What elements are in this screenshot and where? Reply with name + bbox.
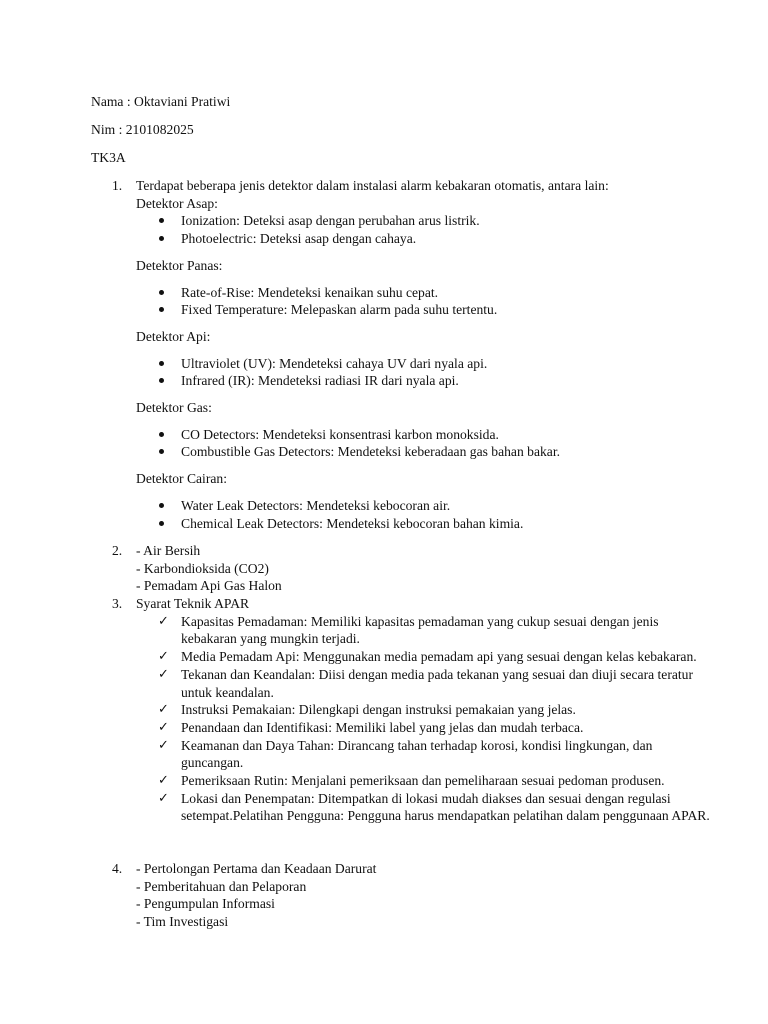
- answer-3: [112, 595, 710, 825]
- list-item: - Pertolongan Pertama dan Keadaan Darurat: [136, 861, 377, 876]
- detector-group-title: Detektor Asap:: [136, 195, 218, 211]
- answer-2: [112, 542, 692, 595]
- list-item: Ultraviolet (UV): Mendeteksi cahaya UV dari nyala api.: [136, 355, 692, 373]
- check-icon: ✓: [158, 790, 169, 806]
- detector-group-list: [136, 284, 692, 319]
- list-item: ✓ Keamanan dan Daya Tahan: Dirancang tahan terhadap korosi, kondisi lingkungan, dan guncangan.: [158, 737, 653, 771]
- requirements-list: [136, 613, 710, 825]
- bullet-icon: [159, 432, 164, 437]
- check-icon: ✓: [158, 719, 169, 735]
- list-item: - Karbondioksida (CO2): [136, 560, 269, 576]
- list-item: ✓ Media Pemadam Api: Menggunakan media pemadam api yang sesuai dengan kelas kebakaran.: [158, 649, 697, 665]
- list-item: ✓ Tekanan dan Keandalan: Diisi dengan media pada tekanan yang sesuai dan diuji secara teratur untuk keandalan.: [158, 666, 694, 700]
- detector-group-title: Detektor Gas:: [136, 400, 212, 416]
- answer-3-title: Syarat Teknik APAR: [136, 596, 250, 611]
- bullet-icon: [159, 307, 164, 312]
- detector-group-list: [136, 355, 692, 390]
- list-item: - Air Bersih: [136, 543, 201, 558]
- bullet-icon: [159, 503, 164, 508]
- list-item: Rate-of-Rise: Mendeteksi kenaikan suhu cepat.: [136, 284, 692, 302]
- check-icon: ✓: [158, 613, 169, 629]
- detector-group-title: Detektor Api:: [136, 328, 211, 344]
- student-nim: Nim : 2101082025: [91, 122, 194, 137]
- list-item: CO Detectors: Mendeteksi konsentrasi karbon monoksida.: [136, 426, 692, 444]
- list-item: - Pemadam Api Gas Halon: [136, 578, 282, 594]
- list-item: ✓ Penandaan dan Identifikasi: Memiliki label yang jelas dan mudah terbaca.: [158, 719, 584, 735]
- check-icon: ✓: [158, 666, 169, 682]
- answer-number: 4.: [112, 861, 123, 876]
- student-name: Nama : Oktaviani Pratiwi: [91, 94, 231, 109]
- list-item: - Tim Investigasi: [136, 914, 229, 930]
- detector-group-title: Detektor Cairan:: [136, 471, 227, 487]
- list-item: Infrared (IR): Mendeteksi radiasi IR dari nyala api.: [136, 372, 692, 390]
- detector-group-list: [136, 497, 692, 532]
- list-item: Chemical Leak Detectors: Mendeteksi kebocoran bahan kimia.: [136, 515, 692, 533]
- check-icon: ✓: [158, 649, 169, 665]
- bullet-icon: [159, 218, 164, 223]
- answer-number: 1.: [112, 178, 123, 193]
- bullet-icon: [159, 521, 164, 526]
- list-item: ✓ Instruksi Pemakaian: Dilengkapi dengan instruksi pemakaian yang jelas.: [158, 702, 576, 718]
- check-icon: ✓: [158, 737, 169, 753]
- list-item: Photoelectric: Deteksi asap dengan cahaya.: [136, 230, 692, 248]
- list-item: Water Leak Detectors: Mendeteksi kebocoran air.: [136, 497, 692, 515]
- list-item: ✓ Kapasitas Pemadaman: Memiliki kapasitas pemadaman yang cukup sesuai dengan jenis kebakaran yang mungkin terjadi.: [158, 613, 659, 647]
- list-item: ✓ Pemeriksaan Rutin: Menjalani pemeriksaan dan pemeliharaan sesuai pedoman produsen.: [158, 773, 665, 789]
- answer-1: [112, 177, 692, 532]
- check-icon: ✓: [158, 773, 169, 789]
- list-item: Ionization: Deteksi asap dengan perubahan arus listrik.: [136, 212, 692, 230]
- list-item: ✓ Lokasi dan Penempatan: Ditempatkan di lokasi mudah diakses dan sesuai dengan regulasi setempat.Pelatihan Pengguna: Pengguna harus mendapatkan pelatihan dalam penggunaan APAR.: [158, 790, 710, 824]
- bullet-icon: [159, 236, 164, 241]
- bullet-icon: [159, 290, 164, 295]
- detector-group-title: Detektor Panas:: [136, 257, 223, 273]
- list-item: Fixed Temperature: Melepaskan alarm pada suhu tertentu.: [136, 301, 692, 319]
- answer-4: [112, 860, 692, 931]
- detector-group: [136, 195, 692, 248]
- student-class: TK3A: [91, 150, 126, 165]
- bullet-icon: [159, 361, 164, 366]
- answer-1-intro: Terdapat beberapa jenis detektor dalam instalasi alarm kebakaran otomatis, antara lain:: [136, 178, 609, 193]
- check-icon: ✓: [158, 702, 169, 718]
- list-item: - Pengumpulan Informasi: [136, 896, 275, 912]
- answer-number: 2.: [112, 543, 123, 558]
- detector-group-list: [136, 426, 692, 461]
- answer-number: 3.: [112, 596, 123, 611]
- list-item: Combustible Gas Detectors: Mendeteksi keberadaan gas bahan bakar.: [136, 443, 692, 461]
- bullet-icon: [159, 449, 164, 454]
- list-item: - Pemberitahuan dan Pelaporan: [136, 878, 307, 894]
- bullet-icon: [159, 378, 164, 383]
